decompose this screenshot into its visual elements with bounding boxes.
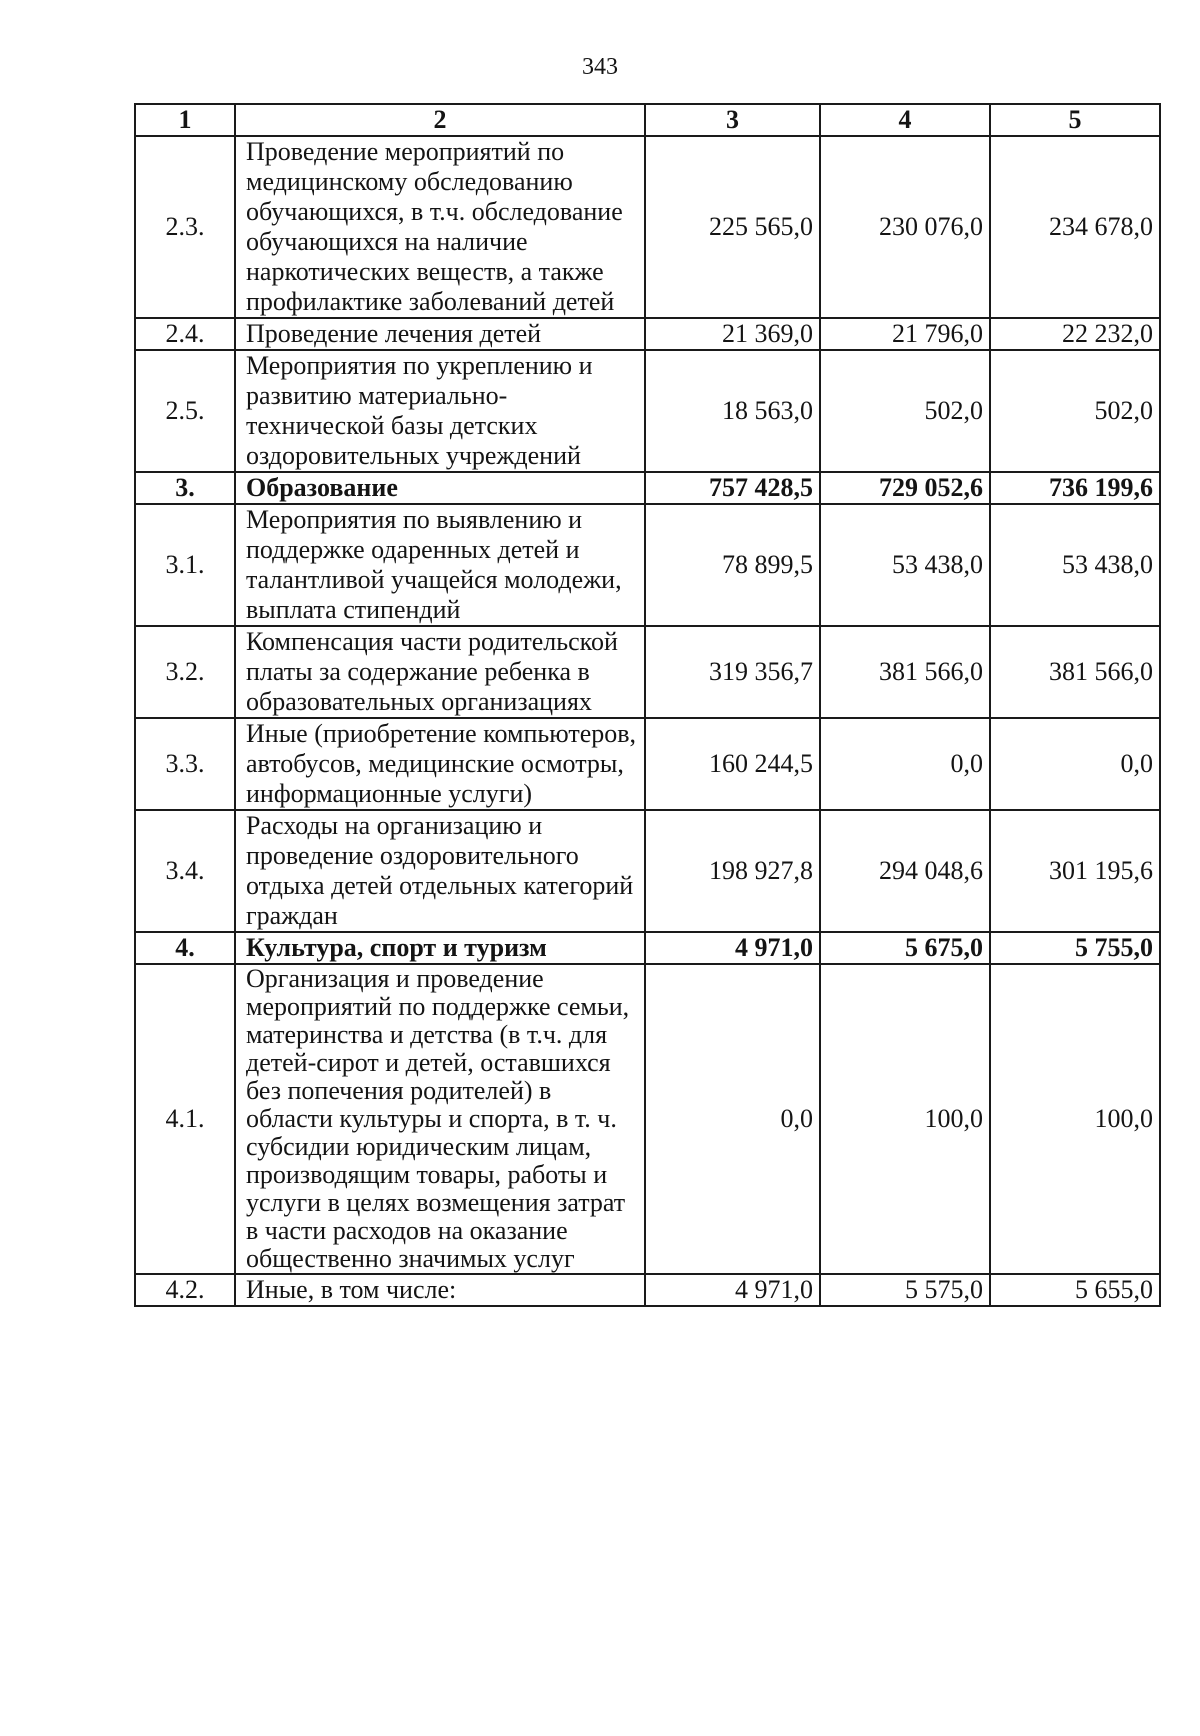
budget-table [134,103,1161,1307]
row-value-col5: 100,0 [990,964,1160,1274]
row-name: Культура, спорт и туризм [235,932,645,964]
table-row [135,718,1160,810]
header-cell-1: 1 [135,104,235,136]
row-name: Расходы на организацию и проведение оздоровительного отдыха детей отдельных категорий граждан [235,810,645,932]
row-number: 2.5. [135,350,235,472]
row-name: Мероприятия по выявлению и поддержке одаренных детей и талантливой учащейся молодежи, выплата стипендий [235,504,645,626]
row-number: 2.3. [135,136,235,318]
row-value-col3: 4 971,0 [645,932,820,964]
row-value-col3: 198 927,8 [645,810,820,932]
row-number: 3.4. [135,810,235,932]
row-value-col4: 5 675,0 [820,932,990,964]
row-number: 4.2. [135,1274,235,1306]
row-value-col5: 0,0 [990,718,1160,810]
table-row [135,504,1160,626]
row-value-col4: 381 566,0 [820,626,990,718]
table-row [135,964,1160,1274]
table-row [135,136,1160,318]
row-name: Мероприятия по укреплению и развитию материально-технической базы детских оздоровительных учреждений [235,350,645,472]
row-number: 3.2. [135,626,235,718]
row-value-col5: 5 655,0 [990,1274,1160,1306]
row-number: 4.1. [135,964,235,1274]
row-name: Организация и проведение мероприятий по поддержке семьи, материнства и детства (в т.ч. для детей-сирот и детей, оставшихся без попечения родителей) в области культуры и спорта, в т. ч. субсидии юридическим лицам, производящим товары, работы и услуги в целях возмещения затрат в части расходов на оказание общественно значимых услуг [235,964,645,1274]
row-value-col4: 294 048,6 [820,810,990,932]
row-number: 3. [135,472,235,504]
row-value-col5: 502,0 [990,350,1160,472]
row-number: 2.4. [135,318,235,350]
page-number: 343 [582,54,618,80]
row-number: 3.3. [135,718,235,810]
row-value-col4: 100,0 [820,964,990,1274]
row-value-col3: 21 369,0 [645,318,820,350]
table-row [135,350,1160,472]
row-value-col3: 18 563,0 [645,350,820,472]
row-value-col3: 78 899,5 [645,504,820,626]
header-cell-2: 2 [235,104,645,136]
row-value-col3: 319 356,7 [645,626,820,718]
row-name: Иные (приобретение компьютеров, автобусов, медицинские осмотры, информационные услуги) [235,718,645,810]
row-value-col4: 21 796,0 [820,318,990,350]
row-value-col4: 729 052,6 [820,472,990,504]
row-number: 3.1. [135,504,235,626]
row-name: Образование [235,472,645,504]
row-value-col3: 160 244,5 [645,718,820,810]
section-total-row [135,932,1160,964]
row-value-col5: 301 195,6 [990,810,1160,932]
header-cell-5: 5 [990,104,1160,136]
header-cell-4: 4 [820,104,990,136]
row-value-col4: 53 438,0 [820,504,990,626]
row-value-col3: 0,0 [645,964,820,1274]
row-name: Проведение мероприятий по медицинскому обследованию обучающихся, в т.ч. обследование обучающихся на наличие наркотических веществ, а также профилактике заболеваний детей [235,136,645,318]
row-value-col3: 225 565,0 [645,136,820,318]
table-row [135,318,1160,350]
table-row [135,810,1160,932]
row-value-col5: 53 438,0 [990,504,1160,626]
row-value-col4: 230 076,0 [820,136,990,318]
row-name: Иные, в том числе: [235,1274,645,1306]
table-row [135,1274,1160,1306]
header-row [135,104,1160,136]
row-value-col4: 0,0 [820,718,990,810]
row-value-col3: 4 971,0 [645,1274,820,1306]
section-total-row [135,472,1160,504]
row-value-col3: 757 428,5 [645,472,820,504]
row-value-col5: 5 755,0 [990,932,1160,964]
row-value-col4: 5 575,0 [820,1274,990,1306]
row-value-col4: 502,0 [820,350,990,472]
row-name: Компенсация части родительской платы за содержание ребенка в образовательных организациях [235,626,645,718]
row-value-col5: 381 566,0 [990,626,1160,718]
row-number: 4. [135,932,235,964]
row-value-col5: 234 678,0 [990,136,1160,318]
row-name: Проведение лечения детей [235,318,645,350]
row-value-col5: 736 199,6 [990,472,1160,504]
header-cell-3: 3 [645,104,820,136]
row-value-col5: 22 232,0 [990,318,1160,350]
table-row [135,626,1160,718]
